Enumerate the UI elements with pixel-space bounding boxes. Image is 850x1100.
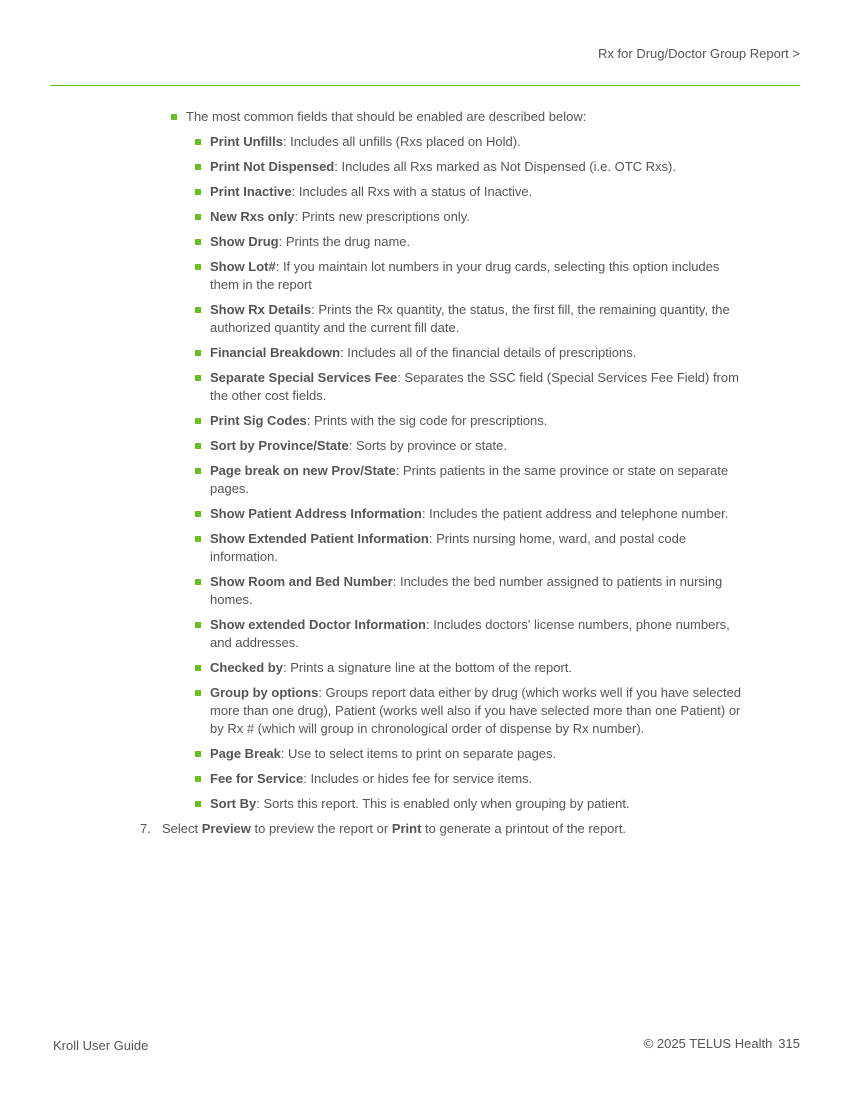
field-item: [210, 573, 750, 609]
field-item: [210, 684, 750, 738]
field-desc: : Includes all Rxs with a status of Inactive.: [291, 184, 533, 199]
field-desc: : Use to select items to print on separate pages.: [280, 746, 557, 761]
field-desc: : Prints with the sig code for prescriptions.: [306, 413, 548, 428]
field-term: Show Patient Address Information: [210, 506, 422, 521]
field-desc: : Prints nursing home, ward, and postal code information.: [210, 531, 687, 564]
field-desc: : Sorts this report. This is enabled only when grouping by patient.: [256, 796, 630, 811]
field-term: New Rxs only: [210, 209, 295, 224]
footer-right: [644, 1036, 800, 1051]
field-term: Sort By: [210, 796, 257, 811]
step-text: to preview the report or: [250, 821, 392, 836]
field-term: Print Not Dispensed: [210, 159, 335, 174]
field-desc: : Prints a signature line at the bottom of the report.: [282, 660, 573, 675]
field-desc: : Groups report data either by drug (which works well if you have selected more than one drug), Patient (works well also if you have selected more than one Patient) or by Rx # (which will group in chronological order of dispense by Rx number).: [210, 685, 742, 736]
field-desc: : If you maintain lot numbers in your drug cards, selecting this option includes them in the report: [210, 259, 720, 292]
field-item: [210, 659, 750, 677]
square-bullet-icon: [195, 375, 201, 381]
preview-term: Preview: [201, 821, 251, 836]
field-item: [210, 369, 750, 405]
field-item: [210, 462, 750, 498]
field-term: Page break on new Prov/State: [210, 463, 396, 478]
field-term: Show Lot#: [210, 259, 276, 274]
square-bullet-icon: [195, 751, 201, 757]
field-desc: : Includes the patient address and telephone number.: [421, 506, 729, 521]
field-item: [210, 745, 750, 763]
field-term: Print Sig Codes: [210, 413, 307, 428]
square-bullet-icon: [195, 307, 201, 313]
field-term: Fee for Service: [210, 771, 304, 786]
field-item: [210, 183, 750, 201]
step-7: [140, 820, 850, 838]
square-bullet-icon: [195, 665, 201, 671]
field-item: [210, 795, 750, 813]
square-bullet-icon: [195, 418, 201, 424]
page-content: [0, 108, 850, 838]
field-term: Show extended Doctor Information: [210, 617, 426, 632]
field-term: Show Drug: [210, 234, 279, 249]
step-text: to generate a printout of the report.: [421, 821, 626, 836]
square-bullet-icon: [195, 139, 201, 145]
field-term: Show Extended Patient Information: [210, 531, 429, 546]
field-term: Print Unfills: [210, 134, 283, 149]
square-bullet-icon: [195, 164, 201, 170]
square-bullet-icon: [195, 239, 201, 245]
step-text: Select: [162, 821, 202, 836]
square-bullet-icon: [195, 690, 201, 696]
square-bullet-icon: [195, 189, 201, 195]
field-desc: : Prints the drug name.: [278, 234, 411, 249]
field-term: Sort by Province/State: [210, 438, 349, 453]
field-item: [210, 208, 750, 226]
square-bullet-icon: [195, 579, 201, 585]
square-bullet-icon: [195, 468, 201, 474]
field-desc: : Includes the bed number assigned to patients in nursing homes.: [210, 574, 723, 607]
square-bullet-icon: [195, 264, 201, 270]
square-bullet-icon: [195, 536, 201, 542]
field-desc: : Includes all unfills (Rxs placed on Hold).: [282, 134, 521, 149]
field-term: Page Break: [210, 746, 281, 761]
header-divider: [50, 85, 800, 86]
footer-guide-title: Kroll User Guide: [53, 1038, 149, 1053]
square-bullet-icon: [195, 622, 201, 628]
page-number: 315: [778, 1036, 800, 1051]
field-item: [210, 158, 750, 176]
field-item: [210, 133, 750, 151]
field-desc: : Prints the Rx quantity, the status, the first fill, the remaining quantity, the authorized quantity and the current fill date.: [210, 302, 730, 335]
field-item: [210, 530, 750, 566]
field-term: Separate Special Services Fee: [210, 370, 398, 385]
field-term: Group by options: [210, 685, 319, 700]
field-item: [210, 505, 750, 523]
step-number: 7.: [140, 821, 151, 836]
field-term: Show Room and Bed Number: [210, 574, 393, 589]
field-item: [210, 412, 750, 430]
field-term: Show Rx Details: [210, 302, 312, 317]
field-item: [210, 437, 750, 455]
field-desc: : Includes doctors' license numbers, phone numbers, and addresses.: [210, 617, 730, 650]
field-term: Checked by: [210, 660, 283, 675]
field-desc: : Includes all of the financial details of prescriptions.: [340, 345, 637, 360]
field-item: [210, 616, 750, 652]
field-item: [210, 301, 750, 337]
square-bullet-icon: [195, 511, 201, 517]
square-bullet-icon: [195, 801, 201, 807]
square-bullet-icon: [171, 114, 177, 120]
field-term: Print Inactive: [210, 184, 292, 199]
square-bullet-icon: [195, 776, 201, 782]
intro-list-item: [186, 108, 756, 126]
copyright: © 2025 TELUS Health: [643, 1036, 773, 1051]
field-desc: : Prints new prescriptions only.: [294, 209, 470, 224]
intro-text: The most common fields that should be enabled are described below:: [186, 109, 587, 124]
field-desc: : Sorts by province or state.: [348, 438, 507, 453]
field-desc: : Includes all Rxs marked as Not Dispensed (i.e. OTC Rxs).: [334, 159, 676, 174]
breadcrumb: Rx for Drug/Doctor Group Report >: [598, 46, 800, 61]
field-desc: : Separates the SSC field (Special Services Fee Field) from the other cost fields.: [210, 370, 739, 403]
field-item: [210, 258, 750, 294]
square-bullet-icon: [195, 214, 201, 220]
field-item: [210, 770, 750, 788]
field-item: [210, 233, 750, 251]
field-item: [210, 344, 750, 362]
square-bullet-icon: [195, 443, 201, 449]
field-term: Financial Breakdown: [210, 345, 341, 360]
field-desc: : Includes or hides fee for service items.: [303, 771, 533, 786]
print-term: Print: [391, 821, 422, 836]
square-bullet-icon: [195, 350, 201, 356]
field-desc: : Prints patients in the same province or state on separate pages.: [210, 463, 729, 496]
